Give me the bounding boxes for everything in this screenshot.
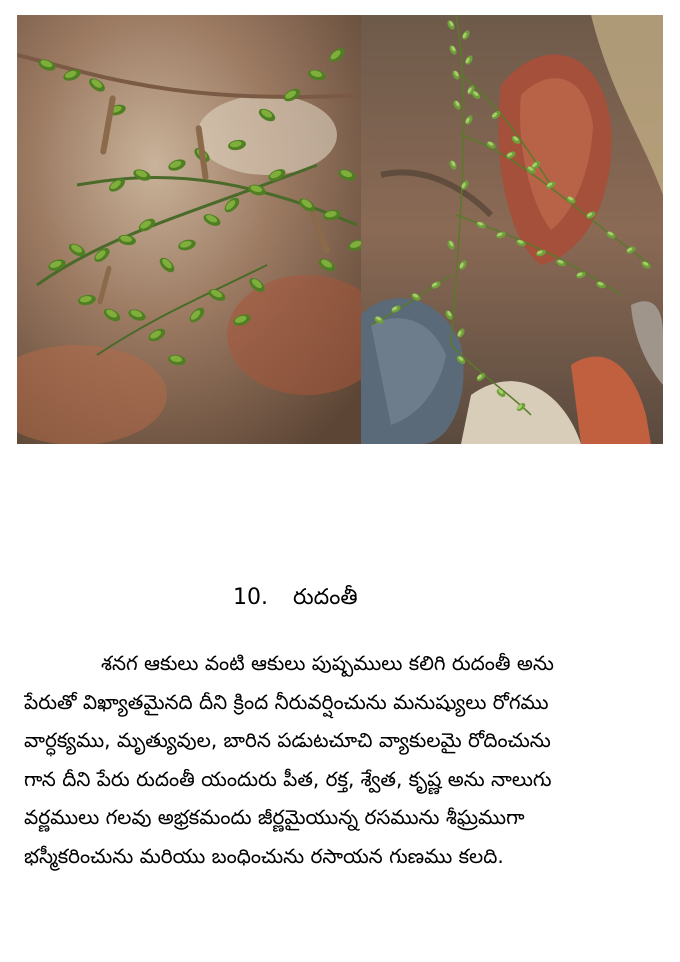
description-paragraph xyxy=(24,644,666,875)
plant-on-rocks-image xyxy=(361,15,663,444)
plant-photo-on-rocks xyxy=(361,15,663,444)
paragraph-line: గాన దీని పేరు రుదంతీ యందురు పీత, రక్త, శ్వేత, కృష్ణ అను నాలుగు xyxy=(24,766,552,791)
paragraph-line: వర్ణములు గలవు అభ్రకమందు జీర్ణమైయున్న రసమును శీఘ్రముగా xyxy=(24,805,525,829)
paragraph-line: శనగ ఆకులు వంటి ఆకులు పుష్పములు కలిగి రుదంతీ అను xyxy=(101,651,554,675)
plant-photo-closeup xyxy=(17,15,361,444)
paragraph-line: వార్ధక్యము, మృత్యువుల, బారిన పడుటచూచి వ్యాకులమై రోదించును xyxy=(24,728,551,752)
paragraph-line: భస్మీకరించును మరియు బంధించును రసాయన గుణము కలది. xyxy=(24,843,504,868)
section-number: 10. xyxy=(233,585,268,610)
section-heading xyxy=(233,585,358,615)
paragraph-line: పేరుతో విఖ్యాతమైనది దీని క్రింద నీరువర్షించును మనుష్యులు రోగము xyxy=(24,689,549,714)
section-title: రుదంతీ xyxy=(293,585,358,610)
plant-closeup-image xyxy=(17,15,361,444)
